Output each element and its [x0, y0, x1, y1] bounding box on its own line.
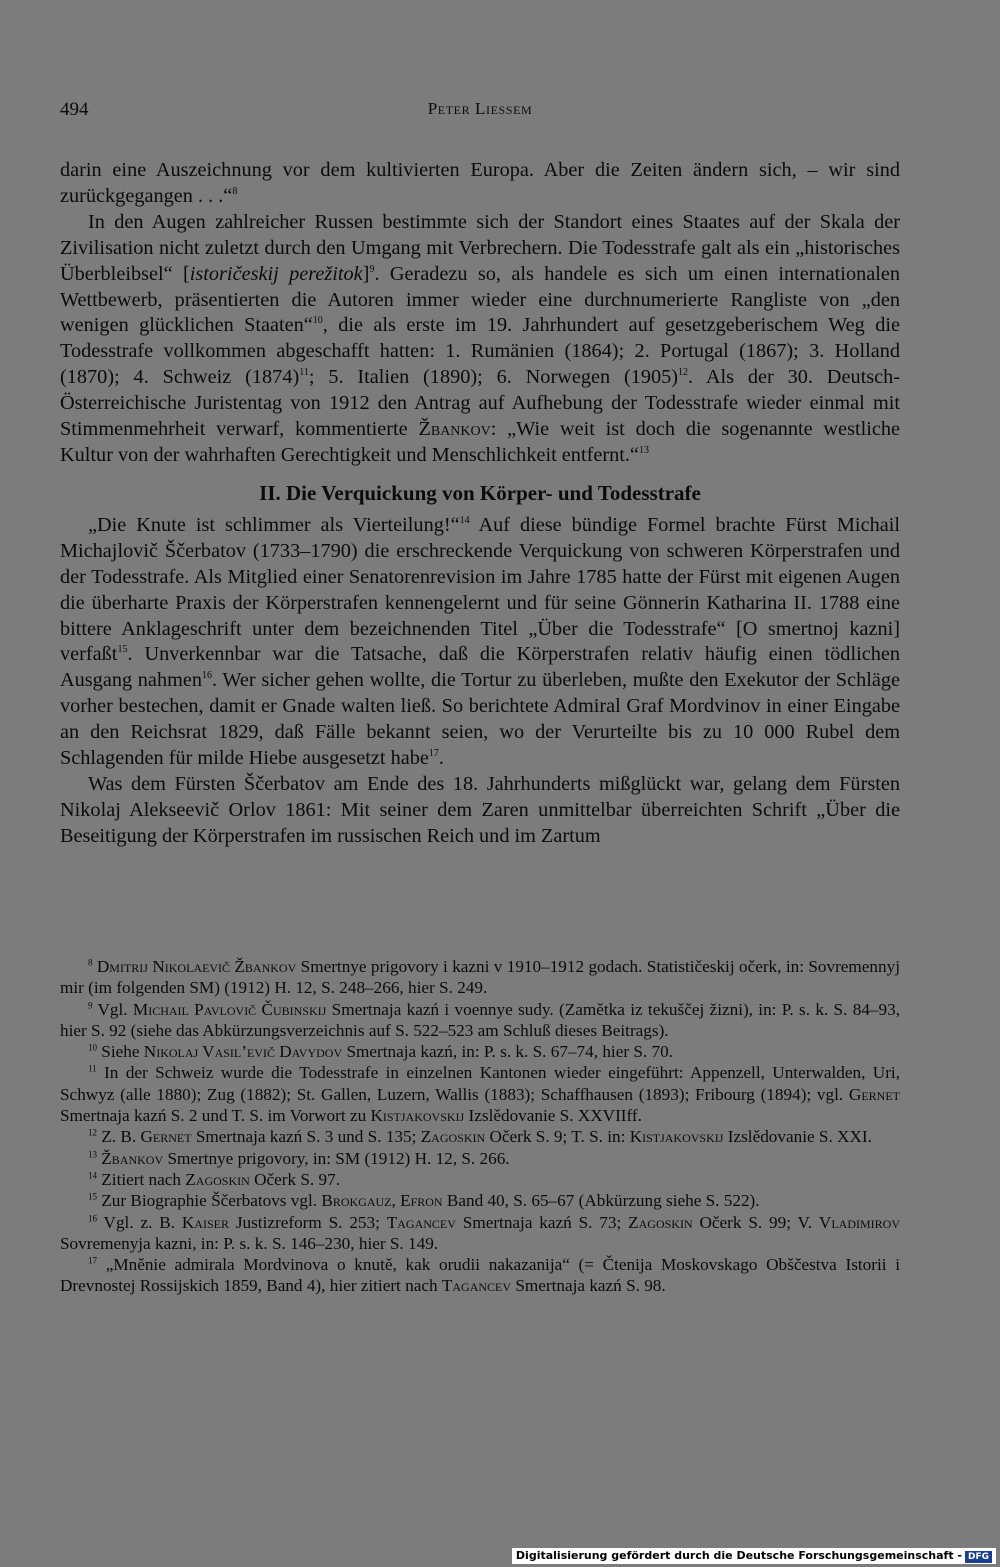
text-run: Zur Biographie Ščerbatovs vgl.	[97, 1191, 322, 1211]
footnote-marker: 12	[678, 367, 689, 379]
text-run: Smertnye prigovory, in: SM (1912) H. 12, S. 266.	[163, 1148, 510, 1168]
footnote-marker: 14	[88, 1170, 97, 1181]
footnote-marker: 14	[459, 515, 470, 527]
author-name: Kistjakovskij	[370, 1106, 465, 1126]
footnote	[60, 1041, 900, 1062]
footnote-marker: 17	[428, 748, 439, 760]
author-name: Vladimirov	[818, 1212, 900, 1232]
section-heading	[60, 479, 900, 507]
body-paragraph	[60, 513, 900, 772]
text-run: Sovremenyja kazni, in: P. s. k. S. 146–230, hier S. 149.	[60, 1233, 439, 1253]
author-name: Žbankov	[101, 1148, 164, 1168]
footnote-marker: 8	[88, 957, 93, 968]
footnote-marker: 16	[202, 670, 212, 682]
page-number: 494	[60, 99, 89, 120]
footnote	[60, 1169, 900, 1190]
text-run: „Mněnie admirala Mordvinova o knutě, kak orudii nakazanija“ (= Čtenija Moskovskago Obščestva Istorii i Drevnostej Rossijskich 1859, Band 4), hier zitiert nach	[60, 1255, 900, 1296]
text-run: Izslědovanie S. XXI.	[723, 1127, 872, 1147]
text-run: Smertnaja kazń, in: P. s. k. S. 67–74, hier S. 70.	[342, 1042, 673, 1062]
footnote-marker: 13	[638, 445, 649, 457]
footnote-marker: 17	[88, 1255, 97, 1266]
text-run: . Als der 30. Deutsch-Österreichische Juristentag von 1912 den Antrag auf Aufhebung der Todesstrafe wieder einmal mit Stimmenmehrheit verwarf, kommentierte	[60, 366, 901, 441]
footnote	[60, 1126, 900, 1147]
footnote-marker: 10	[88, 1042, 97, 1053]
footnote	[60, 999, 900, 1042]
text-run: Vgl.	[92, 999, 133, 1019]
author-name: Zagoskin	[185, 1169, 250, 1189]
text-run: In den Augen zahlreicher Russen bestimmte sich der Standort eines Staates auf der Skala der Zivilisation nicht zuletzt durch den Umgang mit Verbrechern. Die Todesstrafe galt als ein „historisches Überbleibsel“ [	[60, 210, 900, 285]
author-name: Tagancev	[441, 1276, 512, 1296]
text-run: . Unverkennbar war die Tatsache, daß die Körperstrafen relativ häufig einen tödlichen Ausgang nahmen	[60, 643, 900, 692]
footnote-marker: 15	[88, 1191, 97, 1202]
footnote	[60, 1254, 900, 1297]
text-run: Smertnaja kazń S. 73;	[455, 1212, 629, 1232]
text-run: Vgl. z. B.	[97, 1212, 182, 1232]
text-run: In der Schweiz wurde die Todesstrafe in einzelnen Kantonen wieder eingeführt: Appenzell, Unterwalden, Uri, Schwyz (alle 1880); Zug (1882); St. Gallen, Luzern, Wallis (1883); Schaffhausen (1893); Fribourg (1894); vgl.	[60, 1063, 900, 1104]
author-name: Zagoskin	[420, 1127, 486, 1147]
text-run: Očerk S. 97.	[249, 1169, 341, 1189]
footnote	[60, 1148, 900, 1169]
running-title: Peter Liessem	[427, 99, 533, 118]
text-run: Smertnaja kazń S. 3 und S. 135;	[191, 1127, 421, 1147]
text-run: Smertnaja kazń i voennye sudy. (Zamětka iz tekuščej žizni), in: P. s. k. S. 84–93, hier S. 92 (siehe das Abkürzungsverzeichnis auf S. 522–523 am Schluß dieses Beitrags).	[60, 999, 901, 1040]
text-run: Z. B.	[97, 1127, 141, 1147]
author-name: Kistjakovskij	[629, 1127, 724, 1147]
text-run: Smertnye prigovory i kazni v 1910–1912 godach. Statističeskij očerk, in: Sovremennyj mir (im folgenden SM) (1912) H. 12, S. 248–266, hier S. 249.	[60, 957, 900, 998]
footnote-marker: 12	[88, 1127, 97, 1138]
text-run: Očerk S. 9; T. S. in:	[485, 1127, 630, 1147]
page-header	[60, 99, 900, 125]
text-run: ; 5. Italien (1890); 6. Norwegen (1905)	[308, 366, 679, 389]
text-run: II. Die Verquickung von Körper- und Todesstrafe	[259, 480, 701, 505]
body-paragraph	[60, 210, 900, 469]
body-paragraph	[60, 772, 900, 850]
italic-term: istoričeskij perežitok	[189, 262, 363, 285]
footnote-marker: 8	[232, 186, 238, 198]
footnote-marker: 10	[312, 315, 323, 327]
author-name: Brokgauz, Efron	[321, 1191, 443, 1211]
text-run: Was dem Fürsten Ščerbatov am Ende des 18. Jahrhunderts mißglückt war, gelang dem Fürsten Nikolaj Alekseevič Orlov 1861: Mit seiner dem Zaren unmittelbar überreichten Schrift „Über die Beseitigung der Körperstrafen im russischen Reich und im Zartum	[60, 772, 900, 847]
author-name: Tagancev	[386, 1212, 456, 1232]
footnotes	[60, 956, 900, 1297]
text-run: Justizreform S. 253;	[228, 1212, 387, 1232]
footnote	[60, 1062, 900, 1126]
footnote-marker: 11	[88, 1063, 97, 1074]
text-run: Auf diese bündige Formel brachte Fürst Michail Michajlovič Ščerbatov (1733–1790) die erschreckende Verquickung von schweren Körperstrafen und der Todesstrafe. Als Mitglied einer Senatorenrevision im Jahre 1785 hatte der Fürst mit eigenen Augen die überharte Praxis der Körperstrafen kennengelernt und für seine Gönnerin Katharina II. 1788 eine bittere Anklageschrift unter dem bezeichnenden Titel „Über die Todesstrafe“ [O smertnoj kazni] verfaßt	[60, 513, 900, 666]
text-run: : „Wie weit ist doch die sogenannte westliche Kultur von der wahrhaften Gerechtigkeit und Menschlichkeit entfernt.“	[60, 418, 901, 466]
footnote	[60, 956, 900, 999]
text-run: Band 40, S. 65–67 (Abkürzung siehe S. 522).	[442, 1191, 760, 1211]
author-name: Nikolaj Vasil’evič Davydov	[143, 1042, 343, 1062]
text-run: „Die Knute ist schlimmer als Vierteilung!“	[88, 513, 460, 536]
author-name: Kaiser	[181, 1212, 229, 1232]
footnote-marker: 9	[369, 263, 375, 275]
footnote-marker: 15	[117, 644, 128, 656]
footnote	[60, 1212, 900, 1255]
text-run: . Wer sicher gehen wollte, die Tortur zu überleben, mußte den Exekutor der Schläge vorher bestechen, damit er Gnade walten ließ. So berichtete Admiral Graf Mordvinov in einer Eingabe an den Reichsrat 1829, daß Fälle bekannt seien, wo der Verurteilte bis zu 10 000 Rubel dem Schlagenden für milde Hiebe ausgesetzt habe	[60, 669, 900, 770]
text-run: Smertnaja kazń S. 98.	[511, 1276, 666, 1296]
footnote-marker: 11	[299, 367, 309, 379]
footnote-marker: 16	[88, 1212, 97, 1223]
text-run: Smertnaja kazń S. 2 und T. S. im Vorwort zu	[60, 1106, 371, 1126]
dfg-logo: DFG	[965, 1551, 992, 1563]
body-paragraph	[60, 158, 900, 210]
digitization-notice	[512, 1548, 996, 1564]
text-run: . Geradezu so, als handele es sich um einen internationalen Wettbewerb, präsentierten die Autoren immer wieder eine durchnumerierte Rangliste von „den wenigen glücklichen Staaten“	[60, 262, 901, 337]
digitization-label: Digitalisierung gefördert durch die Deutsche Forschungsgemeinschaft -	[515, 1549, 962, 1562]
text-run: Zitiert nach	[97, 1169, 186, 1189]
text-run: Očerk S. 99; V.	[692, 1212, 819, 1232]
author-name: Michail Pavlovič Čubinskij	[132, 999, 327, 1019]
text-run: darin eine Auszeichnung vor dem kultivierten Europa. Aber die Zeiten ändern sich, – wir sind zurückgegangen . . .“	[60, 159, 900, 207]
footnote-marker: 9	[88, 999, 93, 1010]
text-run: , die als erste im 19. Jahrhundert auf gesetzgeberischem Weg die Todesstrafe vollkommen abgeschafft hatten: 1. Rumänien (1864); 2. Portugal (1867); 3. Holland (1870); 4. Schweiz (1874)	[60, 314, 900, 389]
author-name: Zagoskin	[628, 1212, 693, 1232]
author-name: Gernet	[848, 1084, 900, 1104]
footnote	[60, 1190, 900, 1211]
author-name: Gernet	[140, 1127, 192, 1147]
text-run: ]	[362, 262, 370, 285]
text-run: .	[438, 747, 444, 770]
main-text	[60, 158, 900, 850]
author-name: Žbankov	[418, 418, 491, 441]
text-run: Izslědovanie S. XXVIIff.	[464, 1106, 642, 1126]
text-run: Siehe	[97, 1042, 144, 1062]
author-name: Dmitrij Nikolaevič Žbankov	[96, 957, 297, 976]
footnote-marker: 13	[88, 1148, 97, 1159]
